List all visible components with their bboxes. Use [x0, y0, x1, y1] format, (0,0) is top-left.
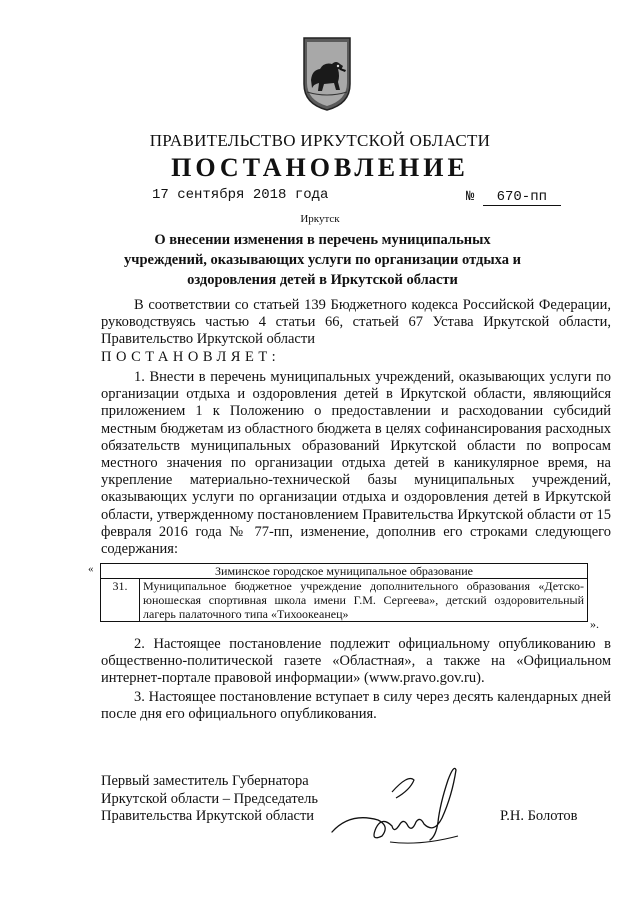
document-number [466, 189, 561, 206]
item-2-paragraph: 2. Настоящее постановление подлежит официальному опубликованию в общественно-политической газете «Областная», а также на «Официальном интернет-портале правовой информации» (www.pravo.gov.ru). [101, 636, 611, 687]
open-quote: « [88, 563, 94, 575]
document-type: ПОСТАНОВЛЕНИЕ [171, 153, 469, 182]
row-number-cell: 31. [101, 579, 140, 622]
city: Иркутск [300, 213, 340, 225]
close-quote: ». [590, 617, 599, 631]
number-value: 670-пп [483, 189, 561, 206]
document-date: 17 сентября 2018 года [152, 187, 329, 203]
row-text-cell: Муниципальное бюджетное учреждение дополнительного образования «Детско-юношеская спортивная школа имени Г.М. Сергеева», детский оздоровительный лагерь палаточного типа «Тихоокеанец» [140, 579, 588, 622]
number-label: № [466, 189, 475, 205]
coat-of-arms-icon [302, 36, 352, 112]
item-1-paragraph: 1. Внести в перечень муниципальных учреждений, оказывающих услуги по организации отдыха и оздоровления детей в Иркутской области, являющийся приложением 1 к Положению о предоставлении и расходовании субсидий местным бюджетам из областного бюджета в целях софинансирования расходных обязательств муниципальных образований Иркутской области по вопросам местного значения по организации отдыха детей в каникулярное время, на укрепление материально-технической базы муниципальных учреждений, оказывающих услуги по организации отдыха и оздоровления детей в Иркутской области, утвержденному постановлением Правительства Иркутской области от 15 февраля 2016 года № 77-пп, изменение, дополнив его строками следующего содержания: [101, 369, 611, 558]
preamble-paragraph: В соответствии со статьей 139 Бюджетного кодекса Российской Федерации, руководствуясь частью 4 статьи 66, статьей 67 Устава Иркутской области, Правительство Иркутской области [101, 297, 611, 348]
amendment-table [100, 563, 588, 622]
table-row [101, 579, 588, 622]
signer-line: Первый заместитель Губернатора [101, 773, 309, 789]
signer-position [101, 773, 351, 826]
signer-name: Р.Н. Болотов [500, 808, 578, 824]
table-row [101, 564, 588, 579]
item-3-paragraph: 3. Настоящее постановление вступает в силу через десять календарных дней после дня его официального опубликования. [101, 689, 611, 723]
document-title: О внесении изменения в перечень муниципальных учреждений, оказывающих услуги по организации отдыха и оздоровления детей в Иркутской области [124, 232, 521, 288]
municipality-cell: Зиминское городское муниципальное образование [101, 564, 588, 579]
government-name: ПРАВИТЕЛЬСТВО ИРКУТСКОЙ ОБЛАСТИ [149, 131, 491, 150]
decree-word: ПОСТАНОВЛЯЕТ: [101, 349, 281, 365]
signer-line: Правительства Иркутской области [101, 808, 315, 824]
signature-icon [330, 760, 470, 850]
signer-line: Иркутской области – Председатель [101, 790, 318, 807]
